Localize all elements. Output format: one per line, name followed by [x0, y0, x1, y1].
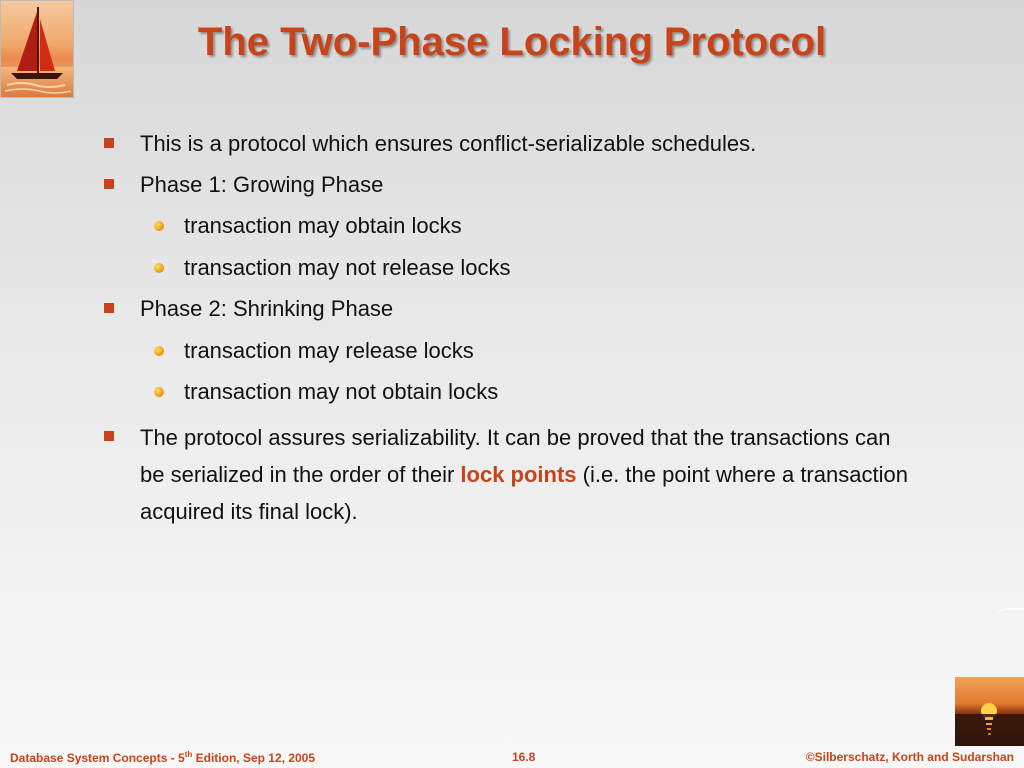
sub-bullet-text: transaction may not release locks: [184, 255, 511, 280]
bullet-item: [140, 167, 383, 203]
sunset-icon: [955, 677, 1024, 746]
sub-bullet-item: [184, 250, 511, 286]
sub-bullet-text: transaction may obtain locks: [184, 213, 462, 238]
bullet-item: [140, 419, 920, 530]
bullet-item: [140, 126, 756, 162]
footer-left: Database System Concepts - 5th Edition, Sep 12, 2005: [10, 750, 316, 765]
footer-page-number: 16.8: [512, 750, 536, 764]
sub-bullet-item: [184, 333, 474, 369]
circle-bullet-icon: [154, 387, 164, 397]
sub-bullet-item: [184, 208, 462, 244]
slide-footer: [0, 746, 1024, 768]
lock-points-highlight: lock points: [460, 462, 577, 487]
bullet-text-continued: (i.e. the point where a transaction acquired its final lock).: [140, 462, 908, 524]
sub-bullet-text: transaction may not obtain locks: [184, 379, 499, 404]
square-bullet-icon: [104, 138, 114, 148]
square-bullet-icon: [104, 303, 114, 313]
bullet-text: Phase 2: Shrinking Phase: [140, 296, 394, 321]
square-bullet-icon: [104, 431, 114, 441]
sub-bullet-item: [184, 374, 498, 410]
sub-bullet-text: transaction may release locks: [184, 338, 474, 363]
slide-title: The Two-Phase Locking Protocol: [197, 20, 827, 64]
bullet-item: [140, 291, 393, 327]
square-bullet-icon: [104, 179, 114, 189]
decorative-swoosh: [996, 608, 1024, 620]
sunset-photo: [955, 677, 1024, 746]
bullet-text: The protocol assures serializability. It can be proved that the transactions can be serialized in the order of their: [140, 425, 891, 487]
circle-bullet-icon: [154, 346, 164, 356]
bullet-text: This is a protocol which ensures conflict-serializable schedules.: [140, 131, 757, 156]
footer-copyright: ©Silberschatz, Korth and Sudarshan: [805, 750, 1014, 764]
circle-bullet-icon: [154, 263, 164, 273]
circle-bullet-icon: [154, 221, 164, 231]
bullet-text: Phase 1: Growing Phase: [140, 172, 384, 197]
